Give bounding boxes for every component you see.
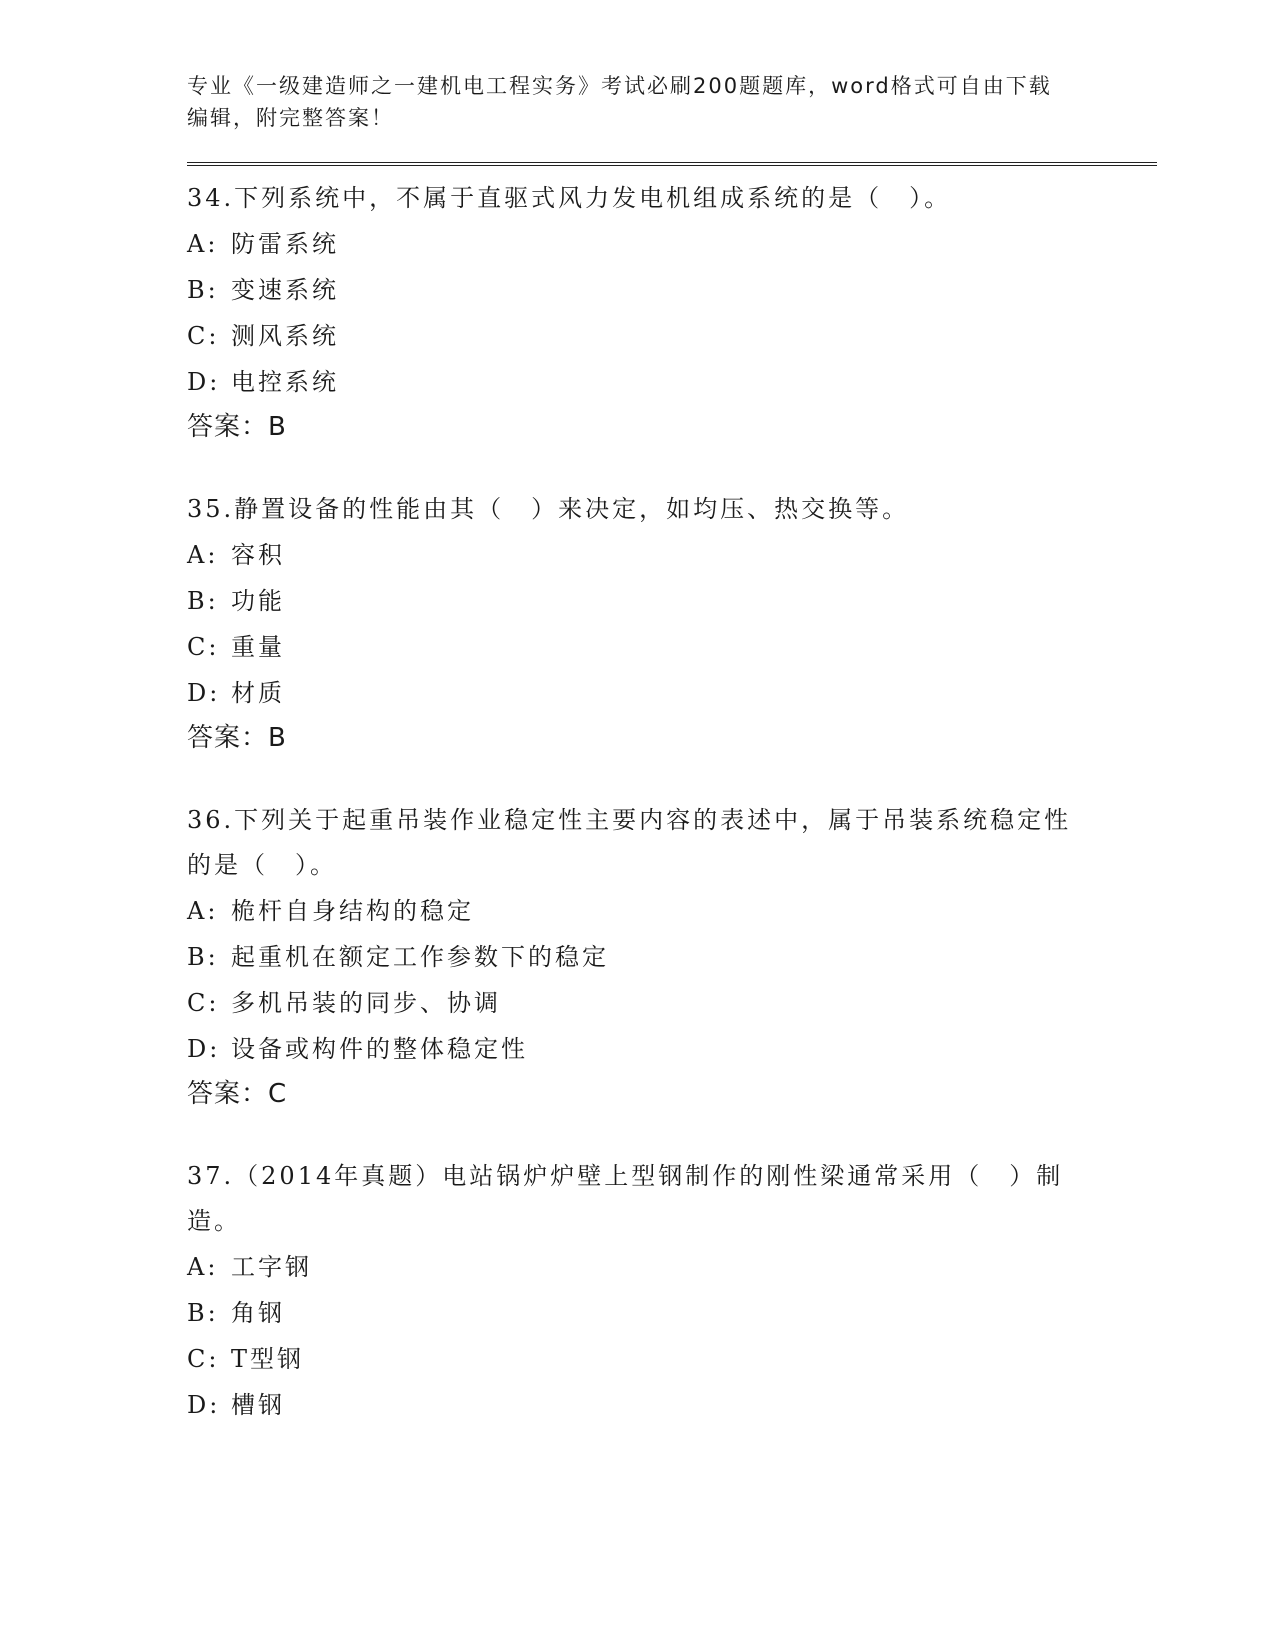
option-a <box>187 888 1157 934</box>
option-c <box>187 313 1157 359</box>
option-a <box>187 221 1157 267</box>
option-key: B: <box>187 587 219 615</box>
question-36 <box>187 798 1157 1116</box>
option-b <box>187 934 1157 980</box>
option-key: A: <box>187 541 219 569</box>
question-stem: 35.静置设备的性能由其（ ）来决定，如均压、热交换等。 <box>187 495 910 523</box>
option-c <box>187 980 1157 1026</box>
option-text: 起重机在额定工作参数下的稳定 <box>231 943 609 971</box>
header-divider <box>187 162 1157 166</box>
document-page <box>187 70 1157 1466</box>
option-d <box>187 1382 1157 1428</box>
answer-line: 答案：B <box>187 723 287 753</box>
option-text: 设备或构件的整体稳定性 <box>231 1035 528 1063</box>
question-stem: 34.下列系统中，不属于直驱式风力发电机组成系统的是（ ）。 <box>187 184 952 212</box>
option-key: D: <box>187 1391 221 1419</box>
option-key: A: <box>187 897 219 925</box>
option-d <box>187 359 1157 405</box>
option-text: 角钢 <box>231 1299 285 1327</box>
option-key: C: <box>187 1345 220 1373</box>
option-text: 多机吊装的同步、协调 <box>231 989 501 1017</box>
option-text: 容积 <box>231 541 285 569</box>
option-key: C: <box>187 322 220 350</box>
option-b <box>187 267 1157 313</box>
answer-line: 答案：B <box>187 412 287 442</box>
option-b <box>187 578 1157 624</box>
option-text: 变速系统 <box>231 276 339 304</box>
option-a <box>187 1244 1157 1290</box>
option-key: B: <box>187 276 219 304</box>
option-text: 测风系统 <box>231 322 339 350</box>
document-header: 专业《一级建造师之一建机电工程实务》考试必刷200题题库，word格式可自由下载编辑，附完整答案！ <box>187 74 1052 130</box>
option-key: D: <box>187 679 221 707</box>
option-d <box>187 670 1157 716</box>
option-key: A: <box>187 1253 219 1281</box>
option-key: C: <box>187 989 220 1017</box>
question-stem: 36.下列关于起重吊装作业稳定性主要内容的表述中，属于吊装系统稳定性的是（ ）。 <box>187 806 1072 879</box>
option-text: 槽钢 <box>231 1391 285 1419</box>
option-text: 工字钢 <box>231 1253 312 1281</box>
option-b <box>187 1290 1157 1336</box>
option-d <box>187 1026 1157 1072</box>
option-text: 材质 <box>231 679 285 707</box>
question-34 <box>187 176 1157 449</box>
question-35 <box>187 487 1157 760</box>
option-text: 功能 <box>231 587 285 615</box>
question-list <box>187 176 1157 1428</box>
question-37 <box>187 1154 1157 1428</box>
question-stem: 37.（2014年真题）电站锅炉炉壁上型钢制作的刚性梁通常采用（ ）制造。 <box>187 1162 1064 1235</box>
option-text: T型钢 <box>231 1345 305 1373</box>
option-key: A: <box>187 230 219 258</box>
option-text: 电控系统 <box>231 368 339 396</box>
option-key: D: <box>187 1035 221 1063</box>
option-key: C: <box>187 633 220 661</box>
option-text: 桅杆自身结构的稳定 <box>231 897 474 925</box>
answer-line: 答案：C <box>187 1079 288 1109</box>
option-c <box>187 1336 1157 1382</box>
option-key: B: <box>187 943 219 971</box>
option-a <box>187 532 1157 578</box>
option-text: 防雷系统 <box>231 230 339 258</box>
option-key: B: <box>187 1299 219 1327</box>
option-key: D: <box>187 368 221 396</box>
option-text: 重量 <box>231 633 285 661</box>
option-c <box>187 624 1157 670</box>
